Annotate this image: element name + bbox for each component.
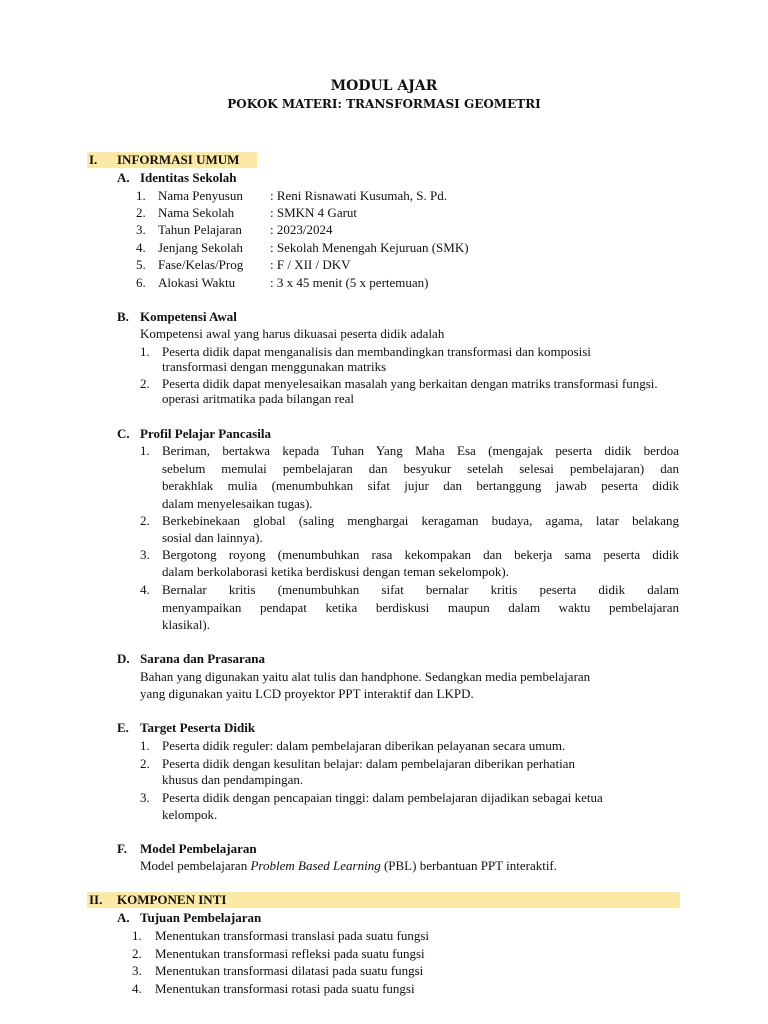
list-item-text: sosial dan lainnya). xyxy=(162,530,263,545)
identity-row-number: 3. xyxy=(136,222,146,237)
list-item-text: Peserta didik dengan kesulitan belajar: dalam pembelajaran diberikan perhatian xyxy=(162,756,575,771)
subsection-2a-heading: Tujuan Pembelajaran xyxy=(140,910,262,925)
list-item-text: kelompok. xyxy=(162,807,218,822)
subsection-d-letter: D. xyxy=(117,651,130,666)
identity-row-value: : Sekolah Menengah Kejuruan (SMK) xyxy=(270,240,469,255)
identity-row-number: 1. xyxy=(136,188,146,203)
section-2-header xyxy=(0,892,768,908)
model-text-post: (PBL) berbantuan PPT interaktif. xyxy=(380,858,558,873)
subsection-b-heading: Kompetensi Awal xyxy=(140,309,237,324)
list-item-number: 2. xyxy=(140,376,150,391)
identity-row-label: Alokasi Waktu xyxy=(158,275,236,290)
list-item-text: Beriman, bertakwa kepada Tuhan Yang Maha Esa (mengajak peserta didik berdoa xyxy=(162,443,679,458)
section-1-highlight xyxy=(87,152,257,168)
identity-row-value: : SMKN 4 Garut xyxy=(270,205,358,220)
identity-row-label: Tahun Pelajaran xyxy=(158,222,242,237)
list-item-text: transformasi dengan menggunakan matriks xyxy=(162,359,387,374)
list-item-text: khusus dan pendampingan. xyxy=(162,772,304,787)
list-item-text: Menentukan transformasi dilatasi pada suatu fungsi xyxy=(155,963,424,978)
identity-row-number: 2. xyxy=(136,205,146,220)
model-text-italic: Problem Based Learning xyxy=(250,858,381,873)
list-item-text: Bernalar kritis (menumbuhkan sifat bernalar kritis peserta didik dalam xyxy=(162,582,679,597)
identity-row-value: : 2023/2024 xyxy=(270,222,333,237)
subsection-c-letter: C. xyxy=(117,426,130,441)
list-item-number: 1. xyxy=(140,344,150,359)
list-item-number: 1. xyxy=(140,443,150,458)
section-1-number: I. xyxy=(89,152,98,167)
list-item-number: 3. xyxy=(140,547,150,562)
list-item-text: klasikal). xyxy=(162,617,211,632)
list-item-text: Menentukan transformasi translasi pada suatu fungsi xyxy=(155,928,430,943)
list-item-text: dalam berkolaborasi ketika berdiskusi dengan teman sekelompok). xyxy=(162,564,509,579)
document-subtitle: POKOK MATERI: TRANSFORMASI GEOMETRI xyxy=(227,97,541,111)
list-item-number: 3. xyxy=(140,790,150,805)
section-2-highlight xyxy=(87,892,680,908)
list-item-number: 4. xyxy=(132,981,142,996)
list-item-number: 2. xyxy=(132,946,142,961)
subsection-b-intro: Kompetensi awal yang harus dikuasai peserta didik adalah xyxy=(140,326,445,341)
list-item-text: sebelum memulai pembelajaran dan besyukur setelah selesai pembelajaran) dan xyxy=(162,461,679,476)
subsection-c-heading: Profil Pelajar Pancasila xyxy=(140,426,271,441)
paragraph-text: yang digunakan yaitu LCD proyektor PPT interaktif dan LKPD. xyxy=(140,686,474,701)
section-1-heading: INFORMASI UMUM xyxy=(117,152,240,167)
document-title: MODUL AJAR xyxy=(330,78,438,94)
section-2-heading: KOMPONEN INTI xyxy=(117,892,227,907)
identity-row-value: : Reni Risnawati Kusumah, S. Pd. xyxy=(270,188,447,203)
list-item-number: 3. xyxy=(132,963,142,978)
identity-row-number: 4. xyxy=(136,240,146,255)
section-1-header xyxy=(0,152,768,168)
paragraph-text xyxy=(140,857,557,874)
subsection-d-heading: Sarana dan Prasarana xyxy=(140,651,265,666)
list-item-number: 2. xyxy=(140,513,150,528)
identity-row-label: Jenjang Sekolah xyxy=(158,240,243,255)
list-item-text: Peserta didik reguler: dalam pembelajaran diberikan pelayanan secara umum. xyxy=(162,738,566,753)
identity-row-value: : F / XII / DKV xyxy=(270,257,351,272)
list-item-text: Peserta didik dapat menganalisis dan membandingkan transformasi dan komposisi xyxy=(162,344,591,359)
list-item-text: Menentukan transformasi refleksi pada suatu fungsi xyxy=(155,946,425,961)
identity-row-value: : 3 x 45 menit (5 x pertemuan) xyxy=(270,275,429,290)
list-item-number: 1. xyxy=(140,738,150,753)
subsection-e-letter: E. xyxy=(117,720,129,735)
identity-row-number: 6. xyxy=(136,275,146,290)
list-item-text: Peserta didik dengan pencapaian tinggi: dalam pembelajaran dijadikan sebagai ketua xyxy=(162,790,603,805)
list-item-number: 1. xyxy=(132,928,142,943)
subsection-2a-letter: A. xyxy=(117,910,130,925)
list-item-text: dalam menyelesaikan tugas). xyxy=(162,496,313,511)
list-item-text: Berkebinekaan global (saling menghargai keragaman budaya, agama, latar belakang xyxy=(162,513,679,528)
model-text-pre: Model pembelajaran xyxy=(140,858,251,873)
list-item-text: berakhlak mulia (menumbuhkan sifat jujur dan bertanggung jawab peserta didik xyxy=(162,478,679,493)
subsection-a-letter: A. xyxy=(117,170,130,185)
section-2-number: II. xyxy=(89,892,103,907)
identity-row-label: Fase/Kelas/Prog xyxy=(158,257,244,272)
list-item-number: 2. xyxy=(140,756,150,771)
identity-row-label: Nama Penyusun xyxy=(158,188,243,203)
identity-row-number: 5. xyxy=(136,257,146,272)
paragraph-text: Bahan yang digunakan yaitu alat tulis dan handphone. Sedangkan media pembelajaran xyxy=(140,669,591,684)
list-item-text: Menentukan transformasi rotasi pada suatu fungsi xyxy=(155,981,415,996)
list-item-text: Bergotong royong (menumbuhkan rasa kekompakan dan bekerja sama peserta didik xyxy=(162,547,679,562)
subsection-f-heading: Model Pembelajaran xyxy=(140,841,257,856)
identity-row-label: Nama Sekolah xyxy=(158,205,235,220)
list-item-text: menyampaikan pendapat ketika berdiskusi maupun dalam waktu pembelajaran xyxy=(162,600,679,615)
subsection-a-heading: Identitas Sekolah xyxy=(140,170,237,185)
subsection-f-letter: F. xyxy=(117,841,127,856)
list-item-number: 4. xyxy=(140,582,150,597)
subsection-b-letter: B. xyxy=(117,309,129,324)
list-item-text: operasi aritmatika pada bilangan real xyxy=(162,391,355,406)
subsection-e-heading: Target Peserta Didik xyxy=(140,720,256,735)
list-item-text: Peserta didik dapat menyelesaikan masalah yang berkaitan dengan matriks transformasi fungsi. xyxy=(162,376,658,391)
